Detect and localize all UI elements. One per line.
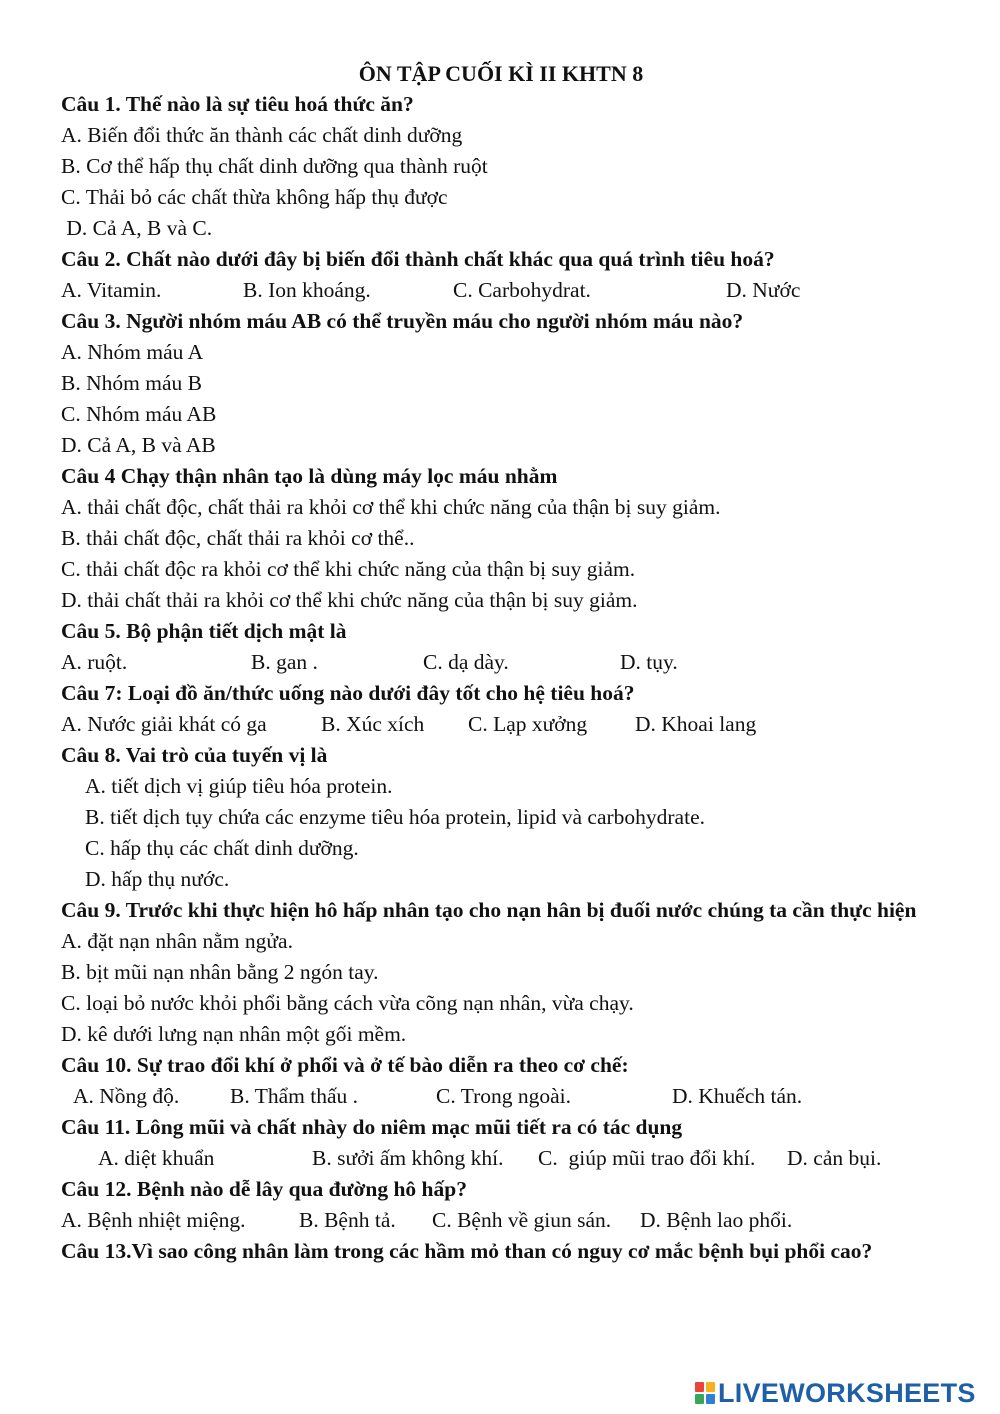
q10-option-c[interactable]: C. Trong ngoài. xyxy=(436,1084,572,1108)
question-3: Câu 3. Người nhóm máu AB có thể truyền máu cho người nhóm máu nào? xyxy=(61,309,744,333)
q7-option-d[interactable]: D. Khoai lang xyxy=(635,712,757,736)
liveworksheets-logo-icon xyxy=(695,1382,715,1404)
q1-option-c[interactable]: C. Thải bỏ các chất thừa không hấp thụ được xyxy=(61,185,448,209)
q3-option-a[interactable]: A. Nhóm máu A xyxy=(61,340,204,364)
q3-option-d[interactable]: D. Cả A, B và AB xyxy=(61,433,216,457)
q4-option-d[interactable]: D. thải chất thải ra khỏi cơ thể khi chức năng của thận bị suy giảm. xyxy=(61,588,638,612)
q4-option-a[interactable]: A. thải chất độc, chất thải ra khỏi cơ thể khi chức năng của thận bị suy giảm. xyxy=(61,495,721,519)
q7-option-a[interactable]: A. Nước giải khát có ga xyxy=(61,712,267,736)
q10-option-b[interactable]: B. Thẩm thấu . xyxy=(230,1084,358,1108)
q2-option-a[interactable]: A. Vitamin. xyxy=(61,278,162,302)
q9-option-d[interactable]: D. kê dưới lưng nạn nhân một gối mềm. xyxy=(61,1022,407,1046)
q5-option-b[interactable]: B. gan . xyxy=(251,650,318,674)
q11-option-d[interactable]: D. cản bụi. xyxy=(787,1146,882,1170)
q12-option-d[interactable]: D. Bệnh lao phổi. xyxy=(640,1208,793,1232)
q11-option-c[interactable]: C. giúp mũi trao đổi khí. xyxy=(538,1146,756,1170)
worksheet-title: ÔN TẬP CUỐI KÌ II KHTN 8 xyxy=(358,61,644,86)
q11-options-row xyxy=(61,1143,941,1174)
q3-option-c[interactable]: C. Nhóm máu AB xyxy=(61,402,217,426)
q5-option-c[interactable]: C. dạ dày. xyxy=(423,650,509,674)
q11-option-b[interactable]: B. sưởi ấm không khí. xyxy=(312,1146,504,1170)
q9-option-b[interactable]: B. bịt mũi nạn nhân bằng 2 ngón tay. xyxy=(61,960,379,984)
question-7: Câu 7: Loại đồ ăn/thức uống nào dưới đây tốt cho hệ tiêu hoá? xyxy=(61,681,635,705)
q4-option-c[interactable]: C. thải chất độc ra khỏi cơ thể khi chức năng của thận bị suy giảm. xyxy=(61,557,636,581)
q11-option-a[interactable]: A. diệt khuẩn xyxy=(98,1146,215,1170)
question-13: Câu 13.Vì sao công nhân làm trong các hầm mỏ than có nguy cơ mắc bệnh bụi phổi cao? xyxy=(61,1239,873,1263)
q7-option-b[interactable]: B. Xúc xích xyxy=(321,712,425,736)
question-12: Câu 12. Bệnh nào dễ lây qua đường hô hấp? xyxy=(61,1177,467,1201)
question-11: Câu 11. Lông mũi và chất nhày do niêm mạc mũi tiết ra có tác dụng xyxy=(61,1115,683,1139)
question-8: Câu 8. Vai trò của tuyến vị là xyxy=(61,743,328,767)
question-4: Câu 4 Chạy thận nhân tạo là dùng máy lọc máu nhằm xyxy=(61,464,558,488)
question-9: Câu 9. Trước khi thực hiện hô hấp nhân tạo cho nạn hân bị đuối nước chúng ta cần thực hiện xyxy=(61,898,917,922)
q10-option-a[interactable]: A. Nồng độ. xyxy=(73,1084,180,1108)
q3-option-b[interactable]: B. Nhóm máu B xyxy=(61,371,202,395)
q7-options-row xyxy=(61,709,941,740)
q10-option-d[interactable]: D. Khuếch tán. xyxy=(672,1084,803,1108)
q2-option-b[interactable]: B. Ion khoáng. xyxy=(243,278,371,302)
worksheet-page xyxy=(61,58,941,1267)
q2-option-d[interactable]: D. Nước xyxy=(726,278,801,302)
q12-option-b[interactable]: B. Bệnh tả. xyxy=(299,1208,396,1232)
q5-option-d[interactable]: D. tụy. xyxy=(620,650,678,674)
q1-option-a[interactable]: A. Biến đổi thức ăn thành các chất dinh dưỡng xyxy=(61,123,463,147)
q1-option-b[interactable]: B. Cơ thể hấp thụ chất dinh dưỡng qua thành ruột xyxy=(61,154,488,178)
q9-option-c[interactable]: C. loại bỏ nước khỏi phổi bằng cách vừa cõng nạn nhân, vừa chạy. xyxy=(61,991,634,1015)
q2-option-c[interactable]: C. Carbohydrat. xyxy=(453,278,591,302)
q2-options-row xyxy=(61,275,941,306)
q8-option-c[interactable]: C. hấp thụ các chất dinh dưỡng. xyxy=(85,836,359,860)
q4-option-b[interactable]: B. thải chất độc, chất thải ra khỏi cơ thể.. xyxy=(61,526,415,550)
q12-option-c[interactable]: C. Bệnh về giun sán. xyxy=(432,1208,612,1232)
q5-option-a[interactable]: A. ruột. xyxy=(61,650,128,674)
q8-option-a[interactable]: A. tiết dịch vị giúp tiêu hóa protein. xyxy=(85,774,393,798)
liveworksheets-logo-text: LIVEWORKSHEETS xyxy=(718,1377,976,1408)
question-10: Câu 10. Sự trao đổi khí ở phổi và ở tế bào diễn ra theo cơ chế: xyxy=(61,1053,629,1077)
question-5: Câu 5. Bộ phận tiết dịch mật là xyxy=(61,619,347,643)
q5-options-row xyxy=(61,647,941,678)
q12-options-row xyxy=(61,1205,941,1236)
q8-option-b[interactable]: B. tiết dịch tụy chứa các enzyme tiêu hóa protein, lipid và carbohydrate. xyxy=(85,805,705,829)
q9-option-a[interactable]: A. đặt nạn nhân nằm ngửa. xyxy=(61,929,293,953)
q12-option-a[interactable]: A. Bệnh nhiệt miệng. xyxy=(61,1208,246,1232)
q7-option-c[interactable]: C. Lạp xưởng xyxy=(468,712,588,736)
question-1: Câu 1. Thế nào là sự tiêu hoá thức ăn? xyxy=(61,92,414,116)
q10-options-row xyxy=(61,1081,941,1112)
q8-option-d[interactable]: D. hấp thụ nước. xyxy=(85,867,230,891)
q1-option-d[interactable]: D. Cả A, B và C. xyxy=(61,216,213,240)
liveworksheets-logo xyxy=(695,1378,976,1408)
question-2: Câu 2. Chất nào dưới đây bị biến đổi thành chất khác qua quá trình tiêu hoá? xyxy=(61,247,775,271)
